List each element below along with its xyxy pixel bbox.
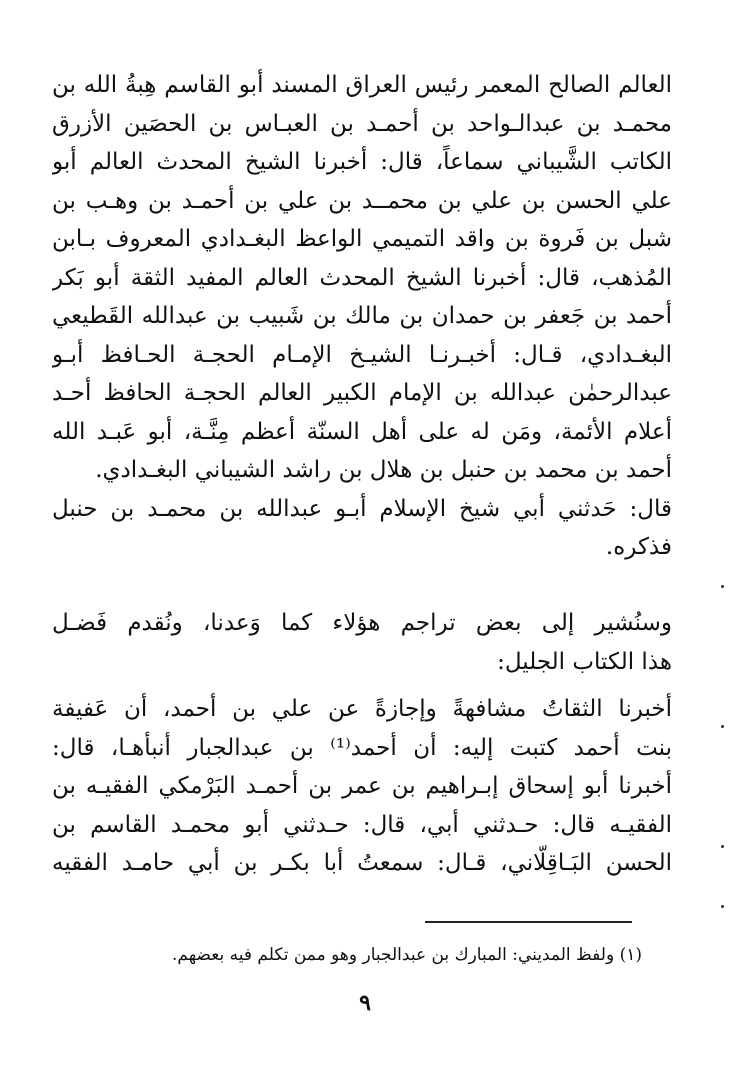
text-line: الفقيـه قال: حـدثني أبي، قال: حـدثني أبو محمـد القاسم بن <box>52 811 672 838</box>
text-line: أخبرنا أبو إسحاق إبـراهيم بن عمر بن أحمـد البَرْمكي الفقيـه بن <box>52 773 672 799</box>
text-line: أخبرنا الثقاتُ مشافهةً وإجازةً عن علي بن أحمد، أن عَفيفة <box>52 696 672 722</box>
page-number: ٩ <box>359 990 371 1016</box>
text-line: عبدالرحمٰن عبدالله بن الإمام الكبير العالم الحجـة الحافظ أحـد <box>52 380 672 406</box>
text-line: الحسن البَـاقِلّاني، قـال: سمعتُ أبا بكـر بن أبي حامـد الفقيه <box>52 850 672 876</box>
text-line: أحمد بن جَعفر بن حمدان بن مالك بن شَبيب بن عبدالله القَطيعي <box>52 303 672 329</box>
margin-speck <box>721 905 724 908</box>
footnote-divider <box>425 921 632 923</box>
text-line: بنت أحمد كتبت إليه: أن أحمد⁽¹⁾ بن عبدالجبار أنبأهـا، قال: <box>52 734 672 761</box>
margin-speck <box>721 845 724 848</box>
text-line: وسنُشير إلى بعض تراجم هؤلاء كما وَعدنا، ونُقدم فَضـل <box>52 610 672 636</box>
text-line: أحمد بن محمد بن حنبل بن هلال بن راشد الشيباني البغـدادي. <box>95 457 672 483</box>
paragraph-intro <box>52 604 672 681</box>
text-line: الكاتب الشَّيباني سماعاً، قال: أخبرنا الشيخ المحدث العالم أبو <box>52 149 672 175</box>
text-line: المُذهب، قال: أخبرنا الشيخ المحدث العالم المفيد الثقة أبو بَكر <box>52 264 672 291</box>
text-line: فذكره. <box>605 534 672 560</box>
text-line: أعلام الأئمة، ومَن له على أهل السنّة أعظم مِنَّـة، أبو عَبـد الله <box>52 418 672 445</box>
text-line: علي الحسن بن علي بن محمــد بن علي بن أحمـد بن وهـب بن <box>52 187 672 214</box>
text-line: محمـد بن عبدالـواحد بن أحمـد بن العبـاس بن الحصَين الأزرق <box>52 110 672 137</box>
text-line: البغـدادي، قـال: أخبـرنـا الشيـخ الإمـام الحجـة الحـافظ أبـو <box>52 341 672 368</box>
text-line: شبل بن فَروة بن واقد التميمي الواعظ البغـدادي المعروف بـابن <box>52 226 672 252</box>
text-line: هذا الكتاب الجليل: <box>497 648 672 675</box>
margin-speck <box>721 585 724 588</box>
paragraph-narration <box>52 690 672 883</box>
text-line: العالم الصالح المعمر رئيس العراق المسند أبو القاسم هِبةُ الله بن <box>52 72 672 98</box>
footnote: (١) ولفظ المديني: المبارك بن عبدالجبار وهو ممن تكلم فيه بعضهم. <box>171 945 642 965</box>
margin-speck <box>721 725 724 728</box>
text-line: قال: حَدثني أبي شيخ الإسلام أبـو عبدالله بن محمـد بن حنبل <box>52 495 672 522</box>
paragraph-isnad-chain <box>52 66 672 567</box>
